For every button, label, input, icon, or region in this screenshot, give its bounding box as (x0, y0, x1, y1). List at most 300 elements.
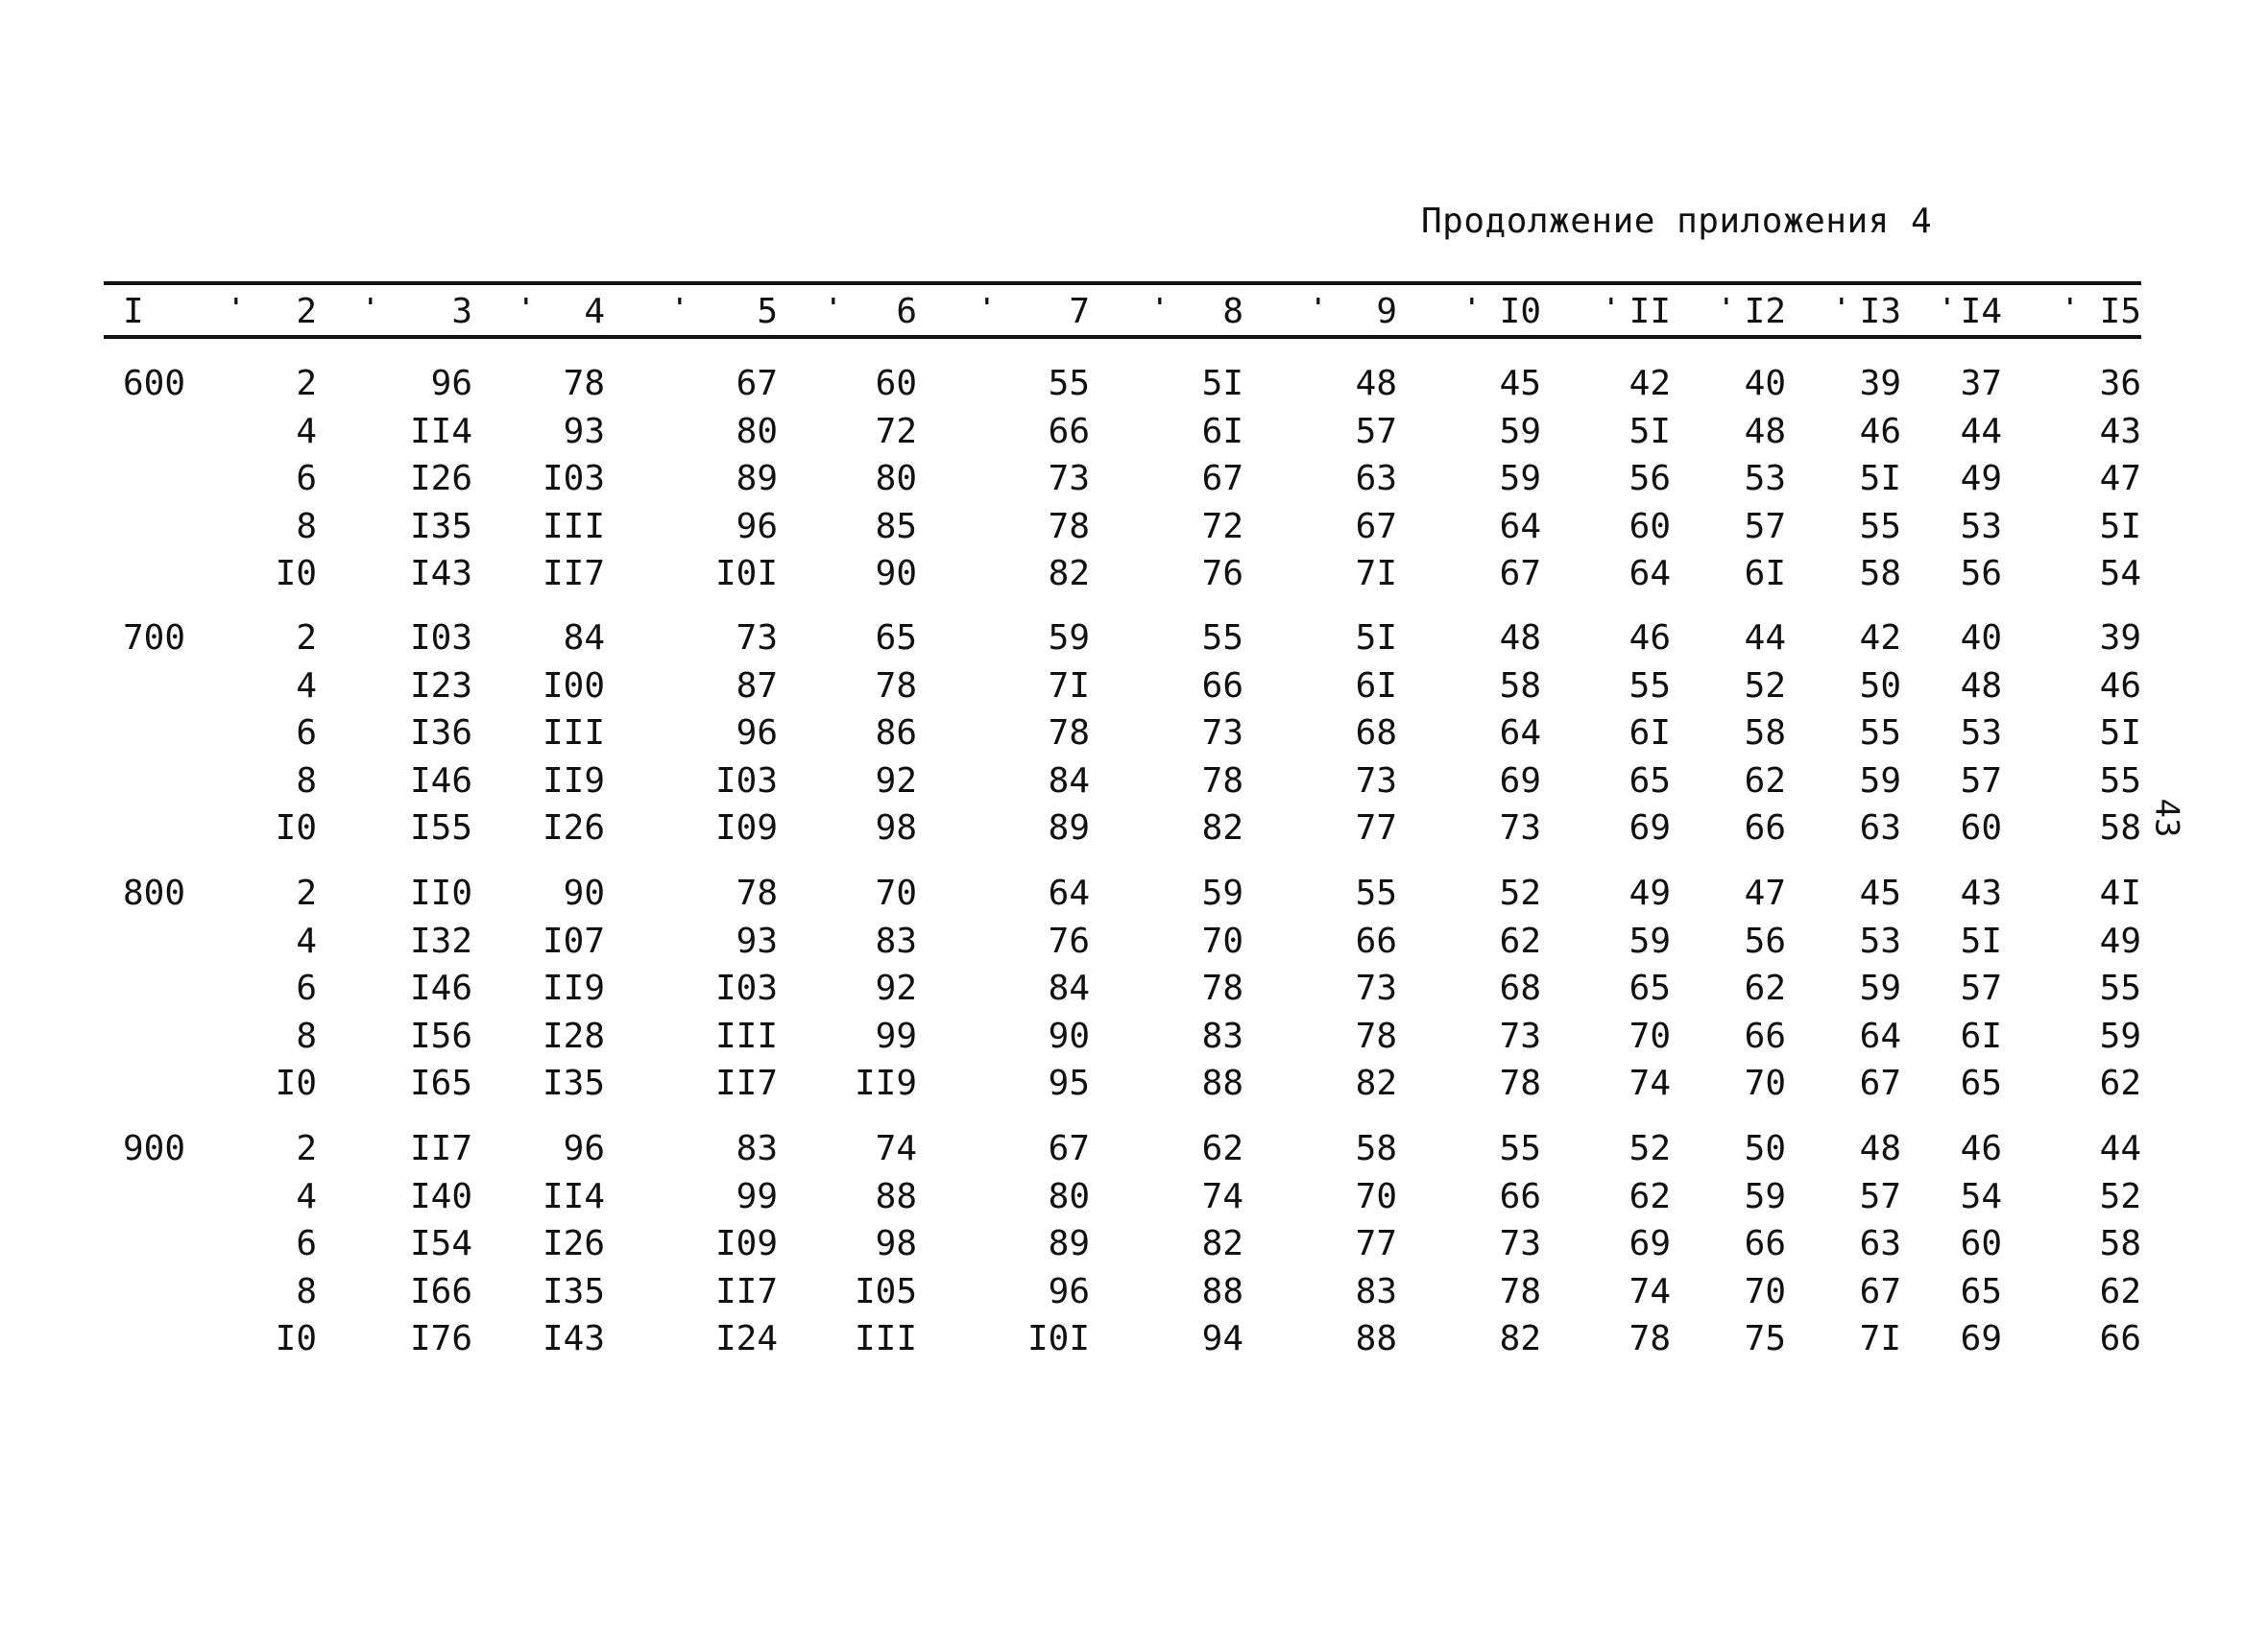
table-cell: I76 (409, 1319, 472, 1358)
table-cell: 2 (296, 618, 317, 658)
table-cell: III (854, 1319, 917, 1358)
table-cell: 8 (296, 1272, 317, 1311)
table-cell: 87 (736, 666, 778, 706)
table-cell: 76 (1201, 554, 1243, 593)
column-header: 9 (1376, 292, 1397, 331)
table-cell: 46 (1859, 412, 1901, 451)
table-cell: 58 (1744, 713, 1786, 753)
table-cell: III (542, 507, 605, 546)
table-cell: 55 (1355, 874, 1397, 913)
column-header: I3 (1859, 292, 1901, 331)
table-cell: 59 (1629, 922, 1671, 961)
table-cell: 88 (875, 1177, 917, 1216)
table-cell: I55 (409, 808, 472, 848)
table-cell: 59 (1859, 761, 1901, 801)
table-cell: II7 (542, 554, 605, 593)
table-cell: 96 (736, 507, 778, 546)
table-cell: 64 (1499, 713, 1541, 753)
table-cell: 57 (1355, 412, 1397, 451)
table-cell: 73 (1499, 1224, 1541, 1263)
table-cell: 60 (1629, 507, 1671, 546)
table-cell: 67 (1048, 1129, 1090, 1168)
table-cell: 7I (1355, 554, 1397, 593)
table-cell: 90 (563, 874, 605, 913)
table-cell: 83 (1355, 1272, 1397, 1311)
table-cell: 88 (1355, 1319, 1397, 1358)
table-cell: 78 (875, 666, 917, 706)
table-cell: 74 (1629, 1064, 1671, 1103)
column-header: 4 (584, 292, 605, 331)
table-cell: 70 (1744, 1272, 1786, 1311)
table-cell: 73 (1355, 969, 1397, 1008)
table-cell: I54 (409, 1224, 472, 1263)
table-cell: II0 (409, 874, 472, 913)
table-cell: 57 (1960, 761, 2002, 801)
table-cell: 2 (296, 1129, 317, 1168)
table-cell: 39 (2099, 618, 2141, 658)
table-cell: 46 (1960, 1129, 2002, 1168)
table-cell: 54 (2099, 554, 2141, 593)
column-separator: ' (826, 294, 841, 323)
table-cell: I24 (714, 1319, 778, 1358)
table-cell: I0 (275, 1319, 317, 1358)
table-cell: I46 (409, 969, 472, 1008)
table-cell: I28 (542, 1017, 605, 1056)
table-cell: 4 (296, 1177, 317, 1216)
table-cell: 65 (1629, 969, 1671, 1008)
table-cell: 70 (1355, 1177, 1397, 1216)
table-cell: 5I (1960, 922, 2002, 961)
table-cell: 83 (1201, 1017, 1243, 1056)
table-cell: 88 (1201, 1272, 1243, 1311)
table-cell: 58 (1859, 554, 1901, 593)
column-header: 2 (296, 292, 317, 331)
table-cell: 36 (2099, 364, 2141, 403)
table-cell: 5I (1355, 618, 1397, 658)
table-cell: I0 (275, 808, 317, 848)
table-cell: I0I (714, 554, 778, 593)
column-header: I (123, 292, 144, 331)
table-cell: 46 (2099, 666, 2141, 706)
table-cell: 66 (1744, 1017, 1786, 1056)
table-cell: 70 (1744, 1064, 1786, 1103)
table-cell: 66 (1744, 1224, 1786, 1263)
table-cell: 83 (875, 922, 917, 961)
table-cell: 62 (1744, 969, 1786, 1008)
table-cell: 67 (1859, 1064, 1901, 1103)
group-label: 700 (123, 618, 186, 658)
table-cell: 43 (2099, 412, 2141, 451)
column-header: I2 (1744, 292, 1786, 331)
table-cell: II4 (409, 412, 472, 451)
table-cell: 52 (1744, 666, 1786, 706)
table-cell: 66 (1355, 922, 1397, 961)
table-cell: 39 (1859, 364, 1901, 403)
table-cell: 59 (1499, 459, 1541, 498)
table-cell: 62 (2099, 1064, 2141, 1103)
column-separator: ' (1152, 294, 1168, 323)
table-cell: 2 (296, 874, 317, 913)
table-cell: 59 (1859, 969, 1901, 1008)
table-cell: I05 (854, 1272, 917, 1311)
table-cell: 89 (736, 459, 778, 498)
table-cell: 80 (1048, 1177, 1090, 1216)
table-cell: 84 (1048, 969, 1090, 1008)
table-cell: 78 (1201, 761, 1243, 801)
table-cell: 52 (1499, 874, 1541, 913)
table-cell: 2 (296, 364, 317, 403)
column-header: 8 (1222, 292, 1243, 331)
table-cell: 82 (1499, 1319, 1541, 1358)
table-cell: 66 (1499, 1177, 1541, 1216)
table-cell: 57 (1744, 507, 1786, 546)
table-cell: 69 (1629, 1224, 1671, 1263)
table-cell: 59 (2099, 1017, 2141, 1056)
table-cell: 57 (1960, 969, 2002, 1008)
table-cell: 78 (1499, 1064, 1541, 1103)
table-cell: 8 (296, 1017, 317, 1056)
table-cell: 42 (1629, 364, 1671, 403)
table-cell: 57 (1859, 1177, 1901, 1216)
table-cell: 72 (1201, 507, 1243, 546)
table-cell: 96 (1048, 1272, 1090, 1311)
table-cell: 68 (1499, 969, 1541, 1008)
table-cell: 6I (1201, 412, 1243, 451)
table-cell: I26 (542, 808, 605, 848)
table-cell: 95 (1048, 1064, 1090, 1103)
table-cell: 93 (736, 922, 778, 961)
table-cell: 48 (1744, 412, 1786, 451)
table-cell: 46 (1629, 618, 1671, 658)
table-cell: 53 (1744, 459, 1786, 498)
table-cell: 5I (1859, 459, 1901, 498)
table-cell: 90 (875, 554, 917, 593)
table-cell: I07 (542, 922, 605, 961)
table-cell: 59 (1499, 412, 1541, 451)
table-cell: 73 (1355, 761, 1397, 801)
table-cell: 74 (1201, 1177, 1243, 1216)
table-cell: 58 (2099, 808, 2141, 848)
table-cell: II7 (409, 1129, 472, 1168)
table-cell: 77 (1355, 808, 1397, 848)
table-cell: 52 (2099, 1177, 2141, 1216)
table-cell: III (714, 1017, 778, 1056)
column-separator: ' (519, 294, 534, 323)
table-cell: 83 (736, 1129, 778, 1168)
column-separator: ' (1940, 294, 1955, 323)
table-cell: 43 (1960, 874, 2002, 913)
table-cell: 82 (1048, 554, 1090, 593)
table-cell: 78 (1048, 507, 1090, 546)
table-cell: 67 (736, 364, 778, 403)
table-cell: 55 (1048, 364, 1090, 403)
table-cell: 63 (1355, 459, 1397, 498)
group-label: 600 (123, 364, 186, 403)
table-cell: II4 (542, 1177, 605, 1216)
table-cell: 73 (1499, 1017, 1541, 1056)
table-cell: 67 (1201, 459, 1243, 498)
table-cell: 99 (736, 1177, 778, 1216)
table-cell: I0 (275, 554, 317, 593)
table-cell: 65 (875, 618, 917, 658)
table-cell: 74 (1629, 1272, 1671, 1311)
table-cell: 77 (1355, 1224, 1397, 1263)
table-cell: 48 (1499, 618, 1541, 658)
table-cell: 90 (1048, 1017, 1090, 1056)
table-cell: 62 (1629, 1177, 1671, 1216)
table-cell: 58 (2099, 1224, 2141, 1263)
table-cell: 72 (875, 412, 917, 451)
table-cell: 6 (296, 969, 317, 1008)
table-cell: 45 (1859, 874, 1901, 913)
column-header: I4 (1960, 292, 2002, 331)
group-label: 800 (123, 874, 186, 913)
column-header: I0 (1499, 292, 1541, 331)
column-separator: ' (1834, 294, 1849, 323)
table-cell: 80 (875, 459, 917, 498)
table-cell: 6 (296, 713, 317, 753)
column-header: I5 (2099, 292, 2141, 331)
table-cell: 62 (1201, 1129, 1243, 1168)
table-cell: II9 (854, 1064, 917, 1103)
table-cell: 6I (1629, 713, 1671, 753)
table-cell: 45 (1499, 364, 1541, 403)
table-cell: 5I (1629, 412, 1671, 451)
table-cell: 94 (1201, 1319, 1243, 1358)
table-cell: I66 (409, 1272, 472, 1311)
table-cell: 55 (1629, 666, 1671, 706)
table-cell: 5I (1201, 364, 1243, 403)
table-cell: 62 (1744, 761, 1786, 801)
table-cell: 78 (1355, 1017, 1397, 1056)
table-cell: 67 (1355, 507, 1397, 546)
table-cell: I09 (714, 808, 778, 848)
column-separator: ' (979, 294, 995, 323)
table-cell: I26 (409, 459, 472, 498)
table-cell: I40 (409, 1177, 472, 1216)
table-cell: I43 (409, 554, 472, 593)
table-cell: I03 (542, 459, 605, 498)
table-cell: 78 (736, 874, 778, 913)
table-cell: 73 (736, 618, 778, 658)
table-cell: 48 (1960, 666, 2002, 706)
page-number: 43 (2147, 798, 2186, 838)
table-cell: I26 (542, 1224, 605, 1263)
table-cell: I03 (409, 618, 472, 658)
table-cell: 5I (2099, 713, 2141, 753)
table-cell: 80 (736, 412, 778, 451)
table-cell: 89 (1048, 1224, 1090, 1263)
table-cell: 56 (1744, 922, 1786, 961)
table-cell: 76 (1048, 922, 1090, 961)
table-cell: 4 (296, 666, 317, 706)
column-header: 7 (1069, 292, 1090, 331)
column-header: 5 (757, 292, 778, 331)
table-cell: 47 (2099, 459, 2141, 498)
table-cell: 6I (1355, 666, 1397, 706)
table-header-rule (104, 335, 2141, 339)
table-cell: 82 (1201, 1224, 1243, 1263)
column-separator: ' (1311, 294, 1326, 323)
table-cell: 40 (1744, 364, 1786, 403)
table-cell: 42 (1859, 618, 1901, 658)
column-separator: ' (1464, 294, 1480, 323)
table-cell: 86 (875, 713, 917, 753)
table-cell: I35 (409, 507, 472, 546)
table-cell: 59 (1744, 1177, 1786, 1216)
table-cell: 64 (1499, 507, 1541, 546)
table-cell: 69 (1499, 761, 1541, 801)
table-cell: 66 (1048, 412, 1090, 451)
table-cell: I23 (409, 666, 472, 706)
table-cell: 8 (296, 761, 317, 801)
table-cell: I56 (409, 1017, 472, 1056)
table-cell: 55 (1201, 618, 1243, 658)
table-cell: 55 (1859, 507, 1901, 546)
table-cell: 54 (1960, 1177, 2002, 1216)
table-cell: 58 (1499, 666, 1541, 706)
table-cell: 50 (1744, 1129, 1786, 1168)
table-cell: 78 (1201, 969, 1243, 1008)
table-cell: I0I (1026, 1319, 1090, 1358)
table-cell: II7 (714, 1064, 778, 1103)
table-cell: II9 (542, 969, 605, 1008)
column-separator: ' (363, 294, 378, 323)
table-cell: III (542, 713, 605, 753)
table-cell: 7I (1859, 1319, 1901, 1358)
table-cell: 58 (1355, 1129, 1397, 1168)
table-cell: I00 (542, 666, 605, 706)
table-cell: 48 (1355, 364, 1397, 403)
table-cell: 63 (1859, 808, 1901, 848)
table-cell: 37 (1960, 364, 2002, 403)
table-cell: I35 (542, 1272, 605, 1311)
table-cell: 99 (875, 1017, 917, 1056)
table-cell: 96 (563, 1129, 605, 1168)
table-cell: 49 (1960, 459, 2002, 498)
table-cell: II9 (542, 761, 605, 801)
table-cell: 78 (1048, 713, 1090, 753)
column-header: 6 (896, 292, 917, 331)
table-cell: I03 (714, 761, 778, 801)
table-cell: 64 (1048, 874, 1090, 913)
column-header: II (1629, 292, 1671, 331)
table-cell: 78 (563, 364, 605, 403)
table-cell: 75 (1744, 1319, 1786, 1358)
appendix-caption: Продолжение приложения 4 (1421, 202, 1933, 241)
table-cell: 44 (1744, 618, 1786, 658)
table-cell: 92 (875, 969, 917, 1008)
group-label: 900 (123, 1129, 186, 1168)
table-cell: 92 (875, 761, 917, 801)
table-cell: 84 (1048, 761, 1090, 801)
table-cell: 50 (1859, 666, 1901, 706)
table-cell: 40 (1960, 618, 2002, 658)
table-cell: 53 (1859, 922, 1901, 961)
table-cell: 78 (1629, 1319, 1671, 1358)
table-cell: 64 (1629, 554, 1671, 593)
table-cell: 55 (2099, 969, 2141, 1008)
table-cell: I35 (542, 1064, 605, 1103)
table-cell: 44 (1960, 412, 2002, 451)
table-cell: 48 (1859, 1129, 1901, 1168)
table-cell: I32 (409, 922, 472, 961)
table-cell: 70 (1201, 922, 1243, 961)
table-cell: 55 (1499, 1129, 1541, 1168)
table-cell: I09 (714, 1224, 778, 1263)
table-cell: 6 (296, 1224, 317, 1263)
table-cell: 65 (1960, 1064, 2002, 1103)
table-top-rule (104, 281, 2141, 285)
table-cell: 55 (2099, 761, 2141, 801)
table-cell: 67 (1859, 1272, 1901, 1311)
table-cell: I03 (714, 969, 778, 1008)
table-cell: 70 (1629, 1017, 1671, 1056)
table-cell: 52 (1629, 1129, 1671, 1168)
table-cell: II7 (714, 1272, 778, 1311)
table-cell: 78 (1499, 1272, 1541, 1311)
table-cell: 5I (2099, 507, 2141, 546)
table-cell: 69 (1629, 808, 1671, 848)
table-cell: 66 (1201, 666, 1243, 706)
table-cell: 62 (2099, 1272, 2141, 1311)
table-cell: I0 (275, 1064, 317, 1103)
table-cell: 6I (1744, 554, 1786, 593)
table-cell: 85 (875, 507, 917, 546)
table-cell: 4I (2099, 874, 2141, 913)
table-cell: 6 (296, 459, 317, 498)
table-cell: 49 (1629, 874, 1671, 913)
table-cell: 82 (1355, 1064, 1397, 1103)
table-cell: 56 (1960, 554, 2002, 593)
table-cell: 55 (1859, 713, 1901, 753)
table-cell: 63 (1859, 1224, 1901, 1263)
table-cell: 88 (1201, 1064, 1243, 1103)
table-cell: 60 (875, 364, 917, 403)
table-cell: 65 (1629, 761, 1671, 801)
table-cell: 96 (430, 364, 472, 403)
table-cell: I43 (542, 1319, 605, 1358)
table-cell: 53 (1960, 713, 2002, 753)
column-separator: ' (229, 294, 244, 323)
table-cell: 70 (875, 874, 917, 913)
table-cell: 84 (563, 618, 605, 658)
table-cell: 49 (2099, 922, 2141, 961)
table-cell: 66 (1744, 808, 1786, 848)
column-separator: ' (1604, 294, 1619, 323)
table-cell: 59 (1201, 874, 1243, 913)
table-cell: 59 (1048, 618, 1090, 658)
table-cell: 6I (1960, 1017, 2002, 1056)
column-separator: ' (672, 294, 688, 323)
table-cell: 67 (1499, 554, 1541, 593)
table-cell: 69 (1960, 1319, 2002, 1358)
table-cell: 73 (1201, 713, 1243, 753)
table-cell: 66 (2099, 1319, 2141, 1358)
table-cell: 62 (1499, 922, 1541, 961)
table-cell: 73 (1048, 459, 1090, 498)
table-cell: I36 (409, 713, 472, 753)
table-cell: 60 (1960, 1224, 2002, 1263)
table-cell: 8 (296, 507, 317, 546)
table-cell: 4 (296, 412, 317, 451)
table-cell: 7I (1048, 666, 1090, 706)
table-cell: 47 (1744, 874, 1786, 913)
table-cell: 68 (1355, 713, 1397, 753)
table-cell: 82 (1201, 808, 1243, 848)
table-cell: 98 (875, 1224, 917, 1263)
table-cell: I65 (409, 1064, 472, 1103)
